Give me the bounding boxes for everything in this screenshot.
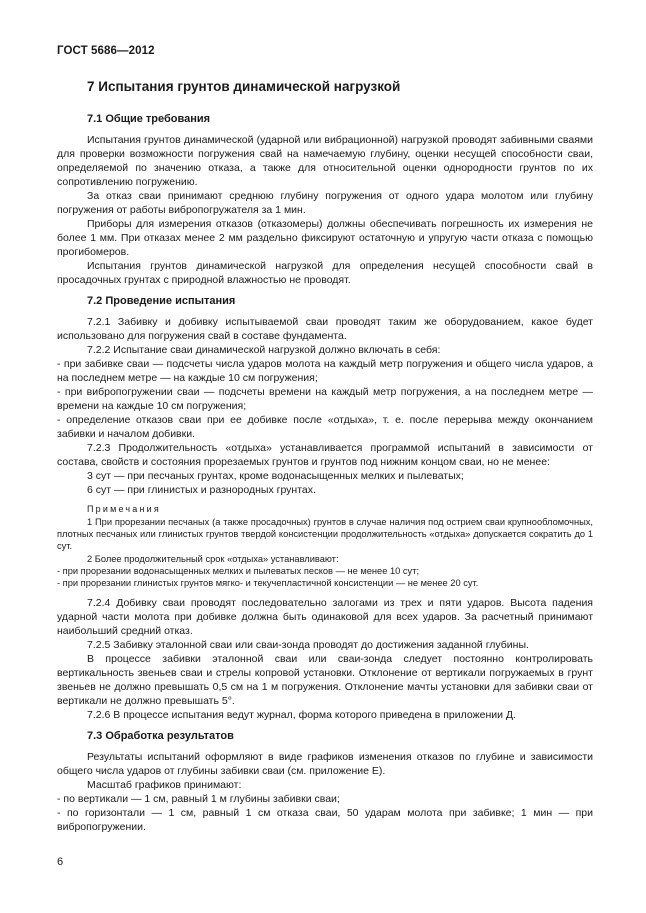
list-item: - при вибропогружении сваи — подсчеты времени на каждый метр погружения, а на последнем метре — времени на каждые 10 см погружения; [57,386,593,412]
paragraph: 7.2.6 В процессе испытания ведут журнал, форма которого приведена в приложении Д. [87,709,516,722]
paragraph: Результаты испытаний оформляют в виде графиков изменения отказов по глубине и зависимости общего числа ударов от глубины забивки сваи (см. приложение Е). [57,751,593,778]
section-body [57,78,593,834]
list-item: - определение отказов сваи при ее добивке после «отдыха», т. е. после перерыва между окончанием забивки и началом добивки. [57,414,593,440]
doc-code-header: ГОСТ 5686—2012 [57,45,155,57]
section-title: 7 Испытания грунтов динамической нагрузкой [87,79,401,94]
paragraph: 7.2.5 Забивку эталонной сваи или сваи-зонда проводят до достижения заданной глубины. [87,639,529,652]
note-item: 2 Более продолжительный срок «отдыха» устанавливают: [87,553,339,564]
paragraph: Испытания грунтов динамической (ударной или вибрационной) нагрузкой проводят забивными сваями для проверки возможности погружения свай на намечаемую глубину, оценки несущей способности сваи, определяемой по значению отказа, а также для относительной оценки однородности грунтов по их сопротивлению погружению. [57,134,593,188]
note-item: - при прорезании глинистых грунтов мягко- и текучепластичной консистенции — не менее 20 сут. [57,578,479,589]
notes-title: Примечания [87,504,161,514]
paragraph: 7.2.3 Продолжительность «отдыха» устанавливается программой испытаний в зависимости от состава, свойств и состояния прорезаемых грунтов и грунтов под нижним концом сваи, но не менее: [57,442,593,468]
list-item: 3 сут — при песчаных грунтах, кроме водонасыщенных мелких и пылеватых; [87,470,464,482]
note-item: 1 При прорезании песчаных (а также просадочных) грунтов в случае наличия под острием сваи крупнообломочных, плотных песчаных или глинистых грунтов твердой консистенции продолжительность «отдыха» допускается сократить до 1 сут. [57,517,593,552]
paragraph: Приборы для измерения отказов (отказомеры) должны обеспечивать погрешность их измерения не более 1 мм. При отказах менее 2 мм раздельно фиксируют остаточную и упругую части отказа с помощью прогибомеров. [57,218,593,258]
page-number: 6 [57,856,64,868]
paragraph: 7.2.2 Испытание сваи динамической нагрузкой должно включать в себя: [87,344,441,356]
paragraph: Испытания грунтов динамической нагрузкой для определения несущей способности свай в просадочных грунтах с природной влажностью не проводят. [57,260,593,286]
note-item: - при прорезании водонасыщенных мелких и пылеватых песков — не менее 10 сут; [57,565,420,576]
list-item: - по вертикали — 1 см, равный 1 м глубины забивки сваи; [57,793,340,806]
list-item: - по горизонтали — 1 см, равный 1 см отказа сваи, 50 ударам молота при забивке; 1 мин — при вибропогружении. [57,807,593,834]
subsection-heading-7-1: 7.1 Общие требования [87,113,211,125]
paragraph: За отказ сваи принимают среднюю глубину погружения от одного удара молотом или глубину погружения от работы вибропогружателя за 1 мин. [57,190,593,216]
paragraph: 7.2.4 Добивку сваи проводят последовательно залогами из трех и пяти ударов. Высота падения ударной части молота при добивке должна быть одинаковой для всех ударов. За расчетный принимают наибольший средний отказ. [57,597,593,638]
list-item: - при забивке сваи — подсчеты числа ударов молота на каждый метр погружения и общего числа ударов, а на последнем метре — на каждые 10 см погружения; [57,358,593,384]
subsection-heading-7-2: 7.2 Проведение испытания [87,295,236,307]
paragraph: 7.2.1 Забивку и добивку испытываемой сваи проводят таким же оборудованием, какое будет использовано для погружения свай в составе фундамента. [57,316,593,342]
paragraph: В процессе забивки эталонной сваи или сваи-зонда следует постоянно контролировать вертикальность звеньев сваи и стрелы копровой установки. Отклонение от вертикали погружаемых в грунт звеньев не должно превышать 0,5 см на 1 м погружения. Отклонение мачты установки для забивки сваи от вертикали не должно превышать 5°. [57,653,593,708]
list-item: 6 сут — при глинистых и разнородных грунтах. [87,484,316,496]
paragraph: Масштаб графиков принимают: [87,779,242,792]
subsection-heading-7-3: 7.3 Обработка результатов [87,730,234,743]
